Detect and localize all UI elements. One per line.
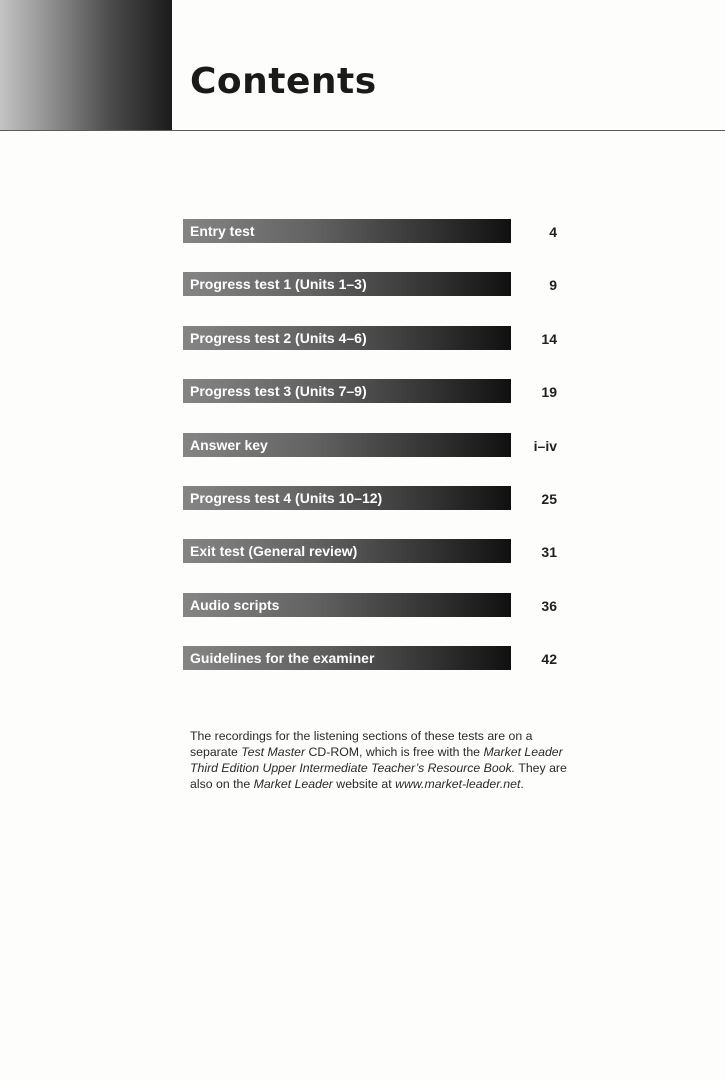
toc-item-progress-test-3[interactable] bbox=[183, 379, 563, 403]
note-text: They are also on the bbox=[190, 761, 567, 791]
toc-item-progress-test-2[interactable] bbox=[183, 326, 563, 350]
note-text: CD-ROM, which is free with the bbox=[305, 745, 484, 759]
toc-item-progress-test-1[interactable] bbox=[183, 272, 563, 296]
header-gradient-block bbox=[0, 0, 172, 131]
website-link[interactable]: www.market-leader.net bbox=[395, 777, 521, 791]
toc-item-page: 9 bbox=[549, 277, 557, 294]
toc-item-answer-key[interactable] bbox=[183, 433, 563, 457]
toc-item-audio-scripts[interactable] bbox=[183, 593, 563, 617]
toc-item-entry-test[interactable] bbox=[183, 219, 563, 243]
toc-item-label: Exit test (General review) bbox=[183, 539, 511, 563]
toc-item-page: 36 bbox=[541, 597, 557, 614]
toc-item-guidelines[interactable] bbox=[183, 646, 563, 670]
toc-item-page: 31 bbox=[541, 544, 557, 561]
toc-item-exit-test[interactable] bbox=[183, 539, 563, 563]
note-text: . bbox=[520, 777, 524, 791]
note-text: The recordings for the listening sections of these tests are on a separate bbox=[190, 729, 533, 759]
toc-item-label: Answer key bbox=[183, 433, 511, 457]
toc-item-page: 19 bbox=[541, 384, 557, 401]
toc-item-page: i–iv bbox=[533, 437, 557, 454]
toc-item-page: 4 bbox=[549, 224, 557, 240]
toc-item-page: 25 bbox=[541, 490, 557, 507]
note-product-name: Test Master bbox=[241, 745, 306, 759]
toc-item-label: Progress test 3 (Units 7–9) bbox=[183, 379, 511, 403]
toc-item-label: Guidelines for the examiner bbox=[183, 646, 511, 670]
note-brand-name: Market Leader bbox=[253, 777, 333, 791]
toc-item-label: Progress test 4 (Units 10–12) bbox=[183, 486, 511, 510]
title-rule bbox=[0, 130, 725, 131]
toc-item-label: Audio scripts bbox=[183, 593, 511, 617]
toc-item-label: Progress test 2 (Units 4–6) bbox=[183, 326, 511, 350]
toc-item-progress-test-4[interactable] bbox=[183, 486, 563, 510]
table-of-contents bbox=[183, 219, 563, 700]
page-title: Contents bbox=[190, 61, 377, 102]
toc-item-label: Progress test 1 (Units 1–3) bbox=[183, 272, 511, 296]
note-book-title: Market Leader Third Edition Upper Intermediate Teacher’s Resource Book. bbox=[190, 745, 563, 775]
toc-item-page: 14 bbox=[541, 330, 557, 347]
toc-item-label: Entry test bbox=[183, 219, 511, 243]
note-text: website at bbox=[332, 777, 396, 791]
recordings-note bbox=[190, 728, 575, 792]
toc-item-page: 42 bbox=[541, 651, 557, 668]
